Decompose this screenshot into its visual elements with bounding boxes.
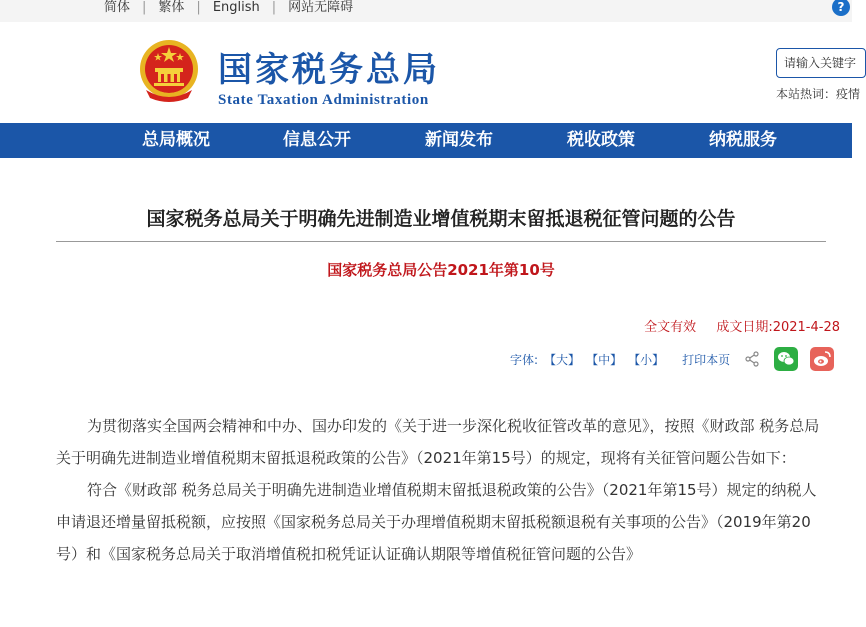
wechat-share-icon[interactable] xyxy=(774,347,798,371)
font-medium-button[interactable]: 【中】 xyxy=(586,352,623,367)
document-number: 国家税务总局公告2021年第10号 xyxy=(327,261,555,279)
site-header xyxy=(0,22,861,123)
nav-item-taxpayer-service[interactable]: 纳税服务 xyxy=(709,130,777,150)
national-emblem-icon xyxy=(136,38,202,104)
search-input[interactable]: 请输入关键字 xyxy=(776,48,866,78)
hot-word-link[interactable]: 疫情 xyxy=(836,87,861,101)
nav-item-news[interactable]: 新闻发布 xyxy=(425,130,493,150)
link-traditional[interactable]: 繁体 xyxy=(158,0,185,15)
separator: | xyxy=(142,0,147,15)
article-meta xyxy=(644,316,840,335)
font-small-button[interactable]: 【小】 xyxy=(628,352,665,367)
main-nav xyxy=(0,123,852,158)
issue-date: 成文日期:2021-4-28 xyxy=(716,320,840,335)
hot-words xyxy=(776,85,860,102)
title-divider xyxy=(56,241,826,242)
article-body xyxy=(56,410,828,570)
separator: | xyxy=(196,0,201,15)
link-simplified[interactable]: 简体 xyxy=(104,0,131,15)
page-title: 国家税务总局关于明确先进制造业增值税期末留抵退税征管问题的公告 xyxy=(146,208,736,230)
separator: | xyxy=(271,0,277,15)
print-button[interactable]: 打印本页 xyxy=(682,352,731,367)
paragraph: 符合《财政部 税务总局关于明确先进制造业增值税期末留抵退税政策的公告》（2021年第15号）规定的纳税人申请退还增量留抵税额，应按照《国家税务总局关于办理增值税期末留抵税额退税有关事项的公告》（2019年第20号）和《国家税务总局关于取消增值税扣税凭证认证确认期限等增值税征管问题的公告》 xyxy=(56,481,817,563)
help-icon[interactable]: ? xyxy=(832,0,850,16)
link-english[interactable]: English xyxy=(212,0,260,15)
font-size-label: 字体: xyxy=(510,352,539,367)
language-links xyxy=(104,0,353,16)
link-accessibility[interactable]: 网站无障碍 xyxy=(288,0,354,15)
share-icon[interactable] xyxy=(744,351,760,367)
site-title-en[interactable]: State Taxation Administration xyxy=(218,92,429,108)
nav-item-tax-policy[interactable]: 税收政策 xyxy=(567,130,635,150)
top-utility-bar xyxy=(0,0,852,22)
nav-item-overview[interactable]: 总局概况 xyxy=(142,130,210,150)
nav-item-info-disclosure[interactable]: 信息公开 xyxy=(283,130,351,150)
hot-words-label: 本站热词： xyxy=(776,87,837,101)
article-toolbar xyxy=(510,346,834,372)
validity-status: 全文有效 xyxy=(644,320,697,335)
weibo-share-icon[interactable] xyxy=(810,347,834,371)
site-title-cn[interactable]: 国家税务总局 xyxy=(218,50,440,90)
paragraph: 为贯彻落实全国两会精神和中办、国办印发的《关于进一步深化税收征管改革的意见》，按照《财政部 税务总局关于明确先进制造业增值税期末留抵退税政策的公告》（2021年第15号）的规定，现将有关征管问题公告如下： xyxy=(56,417,820,467)
font-large-button[interactable]: 【大】 xyxy=(544,352,581,367)
